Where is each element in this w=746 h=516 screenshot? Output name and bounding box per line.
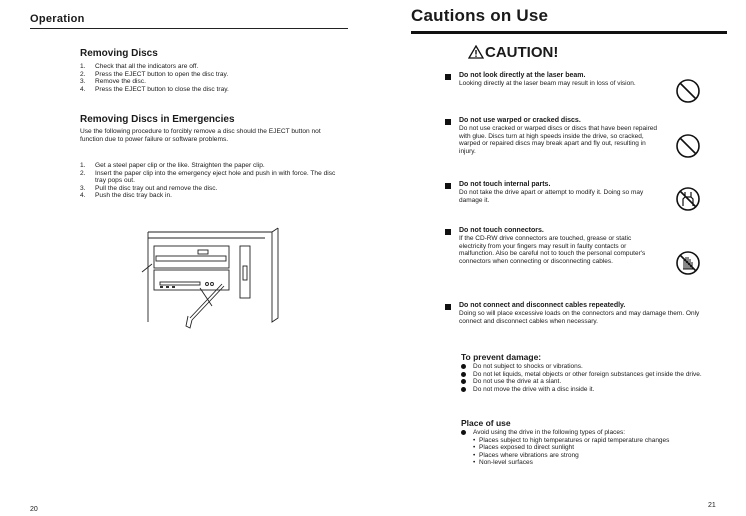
square-bullet xyxy=(445,183,451,189)
no-disassembly-icon xyxy=(675,186,701,212)
list-item: Avoid using the drive in the following types of places: • Places subject to high temperatures or rapid temperature changes • Places exposed to direct sunlight • Places where vibrations are strong • Non-level surfaces xyxy=(461,429,723,467)
removing-discs-heading: Removing Discs xyxy=(80,48,158,59)
caution-item: Do not connect and disconnect cables repeatedly. Doing so will place excessive loads on the connectors and may damage them. Only connect and disconnect cables when necessary. xyxy=(459,302,709,325)
page-number: 20 xyxy=(30,506,38,513)
list-item: • Places where vibrations are strong xyxy=(473,452,723,460)
list-item: 3. Remove the disc. xyxy=(80,78,146,86)
prohibition-icon xyxy=(675,133,701,159)
header-rule xyxy=(30,28,348,29)
square-bullet xyxy=(445,119,451,125)
list-item: Do not let liquids, metal objects or other foreign substances get inside the drive. xyxy=(461,371,723,379)
prevent-damage-list xyxy=(461,363,723,393)
removing-steps-list xyxy=(80,63,320,93)
emergency-intro: Use the following procedure to forcibly remove a disc should the EJECT button not function due to power failure or software problems. xyxy=(80,128,321,143)
list-item: • Non-level surfaces xyxy=(473,459,723,467)
place-sublist xyxy=(473,437,723,467)
no-touch-icon xyxy=(675,250,701,276)
list-item: 1. Get a steel paper clip or the like. Straighten the paper clip. xyxy=(80,162,265,169)
list-item: Do not use the drive at a slant. xyxy=(461,378,723,386)
square-bullet xyxy=(445,304,451,310)
list-item: 3. Pull the disc tray out and remove the disc. xyxy=(80,184,218,192)
prevent-damage-heading: To prevent damage: xyxy=(461,352,542,362)
emergency-steps-list xyxy=(80,162,342,200)
caution-item: Do not touch internal parts. Do not take the drive apart or attempt to modify it. Doing so may damage it. xyxy=(459,181,689,204)
list-item: 1. Check that all the indicators are off. xyxy=(80,63,199,70)
list-item: Do not subject to shocks or vibrations. xyxy=(461,363,723,371)
list-item: • Places subject to high temperatures or rapid temperature changes xyxy=(473,437,723,445)
title-rule xyxy=(411,31,727,34)
section-header: Operation xyxy=(30,13,85,25)
list-item: • Places exposed to direct sunlight xyxy=(473,444,723,452)
caution-item: Do not use warped or cracked discs. Do not use cracked or warped discs or discs that have been repaired with glue. Discs turn at high speeds inside the drive, so cracked, warped or repaired discs may break apart and fly out, resulting in injury. xyxy=(459,117,689,155)
warning-triangle-icon xyxy=(468,45,484,59)
list-item: 2. Insert the paper clip into the emergency eject hole and push in with force. The disc tray pops out. xyxy=(80,169,336,185)
list-item: Do not move the drive with a disc inside it. xyxy=(461,386,723,394)
right-page xyxy=(373,0,746,516)
place-of-use-list xyxy=(461,429,723,467)
list-item: 4. Press the EJECT button to close the disc tray. xyxy=(80,85,229,93)
page-title: Cautions on Use xyxy=(411,6,549,25)
drive-illustration xyxy=(140,226,280,334)
list-item: 2. Press the EJECT button to open the disc tray. xyxy=(80,70,229,78)
place-of-use-heading: Place of use xyxy=(461,418,511,428)
emergency-heading: Removing Discs in Emergencies xyxy=(80,114,235,125)
list-item: 4. Push the disc tray back in. xyxy=(80,192,172,200)
square-bullet xyxy=(445,229,451,235)
prohibition-icon xyxy=(675,78,701,104)
square-bullet xyxy=(445,74,451,80)
caution-heading: CAUTION! xyxy=(468,44,558,61)
page-number: 21 xyxy=(708,502,716,509)
caution-item: Do not look directly at the laser beam. Looking directly at the laser beam may result in loss of vision. xyxy=(459,72,689,88)
caution-item: Do not touch connectors. If the CD-RW drive connectors are touched, grease or static electricity from your fingers may result in faulty contacts or malfunction. Also be careful not to touch the personal computer's connectors when connecting or disconnecting cables. xyxy=(459,227,689,265)
